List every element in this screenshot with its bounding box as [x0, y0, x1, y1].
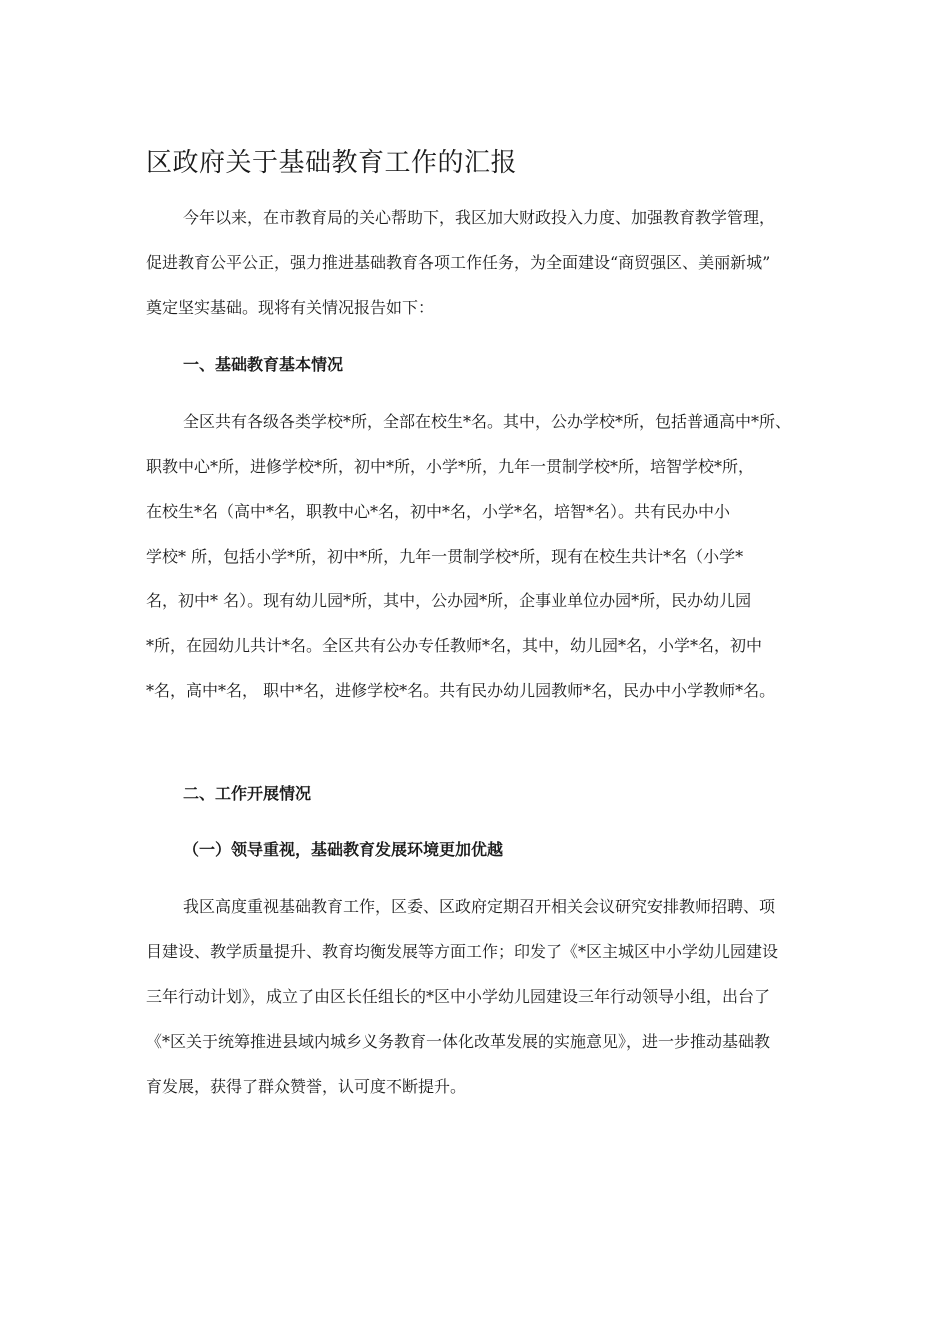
- intro-line: 促进教育公平公正，强力推进基础教育各项工作任务，为全面建设“商贸强区、美丽新城”: [146, 253, 771, 272]
- section1-line: 全区共有各级各类学校*所，全部在校生*名。其中，公办学校*所，包括普通高中*所、: [183, 412, 792, 431]
- document-title: 区政府关于基础教育工作的汇报: [146, 148, 518, 178]
- subsection1-line: 《*区关于统筹推进县域内城乡义务教育一体化改革发展的实施意见》，进一步推动基础教: [146, 1032, 771, 1051]
- subsection1-line: 我区高度重视基础教育工作，区委、区政府定期召开相关会议研究安排教师招聘、项: [183, 897, 776, 916]
- section1-line: 职教中心*所，进修学校*所，初中*所，小学*所，九年一贯制学校*所，培智学校*所，: [146, 457, 755, 476]
- section1-line: *名，高中*名， 职中*名，进修学校*名。共有民办幼儿园教师*名，民办中小学教师*名。: [146, 681, 776, 700]
- subsection1-heading: （一）领导重视，基础教育发展环境更加优越: [183, 840, 504, 859]
- section1-line: 在校生*名（高中*名，职教中心*名，初中*名，小学*名，培智*名）。共有民办中小: [146, 502, 731, 521]
- subsection1-line: 目建设、教学质量提升、教育均衡发展等方面工作；印发了《*区主城区中小学幼儿园建设: [146, 942, 779, 961]
- subsection1-line: 三年行动计划》，成立了由区长任组长的*区中小学幼儿园建设三年行动领导小组，出台了: [146, 987, 771, 1006]
- intro-line: 奠定坚实基础。现将有关情况报告如下：: [146, 298, 435, 317]
- section1-line: 学校* 所，包括小学*所，初中*所，九年一贯制学校*所，现有在校生共计*名（小学*: [146, 547, 744, 566]
- section2-heading: 二、工作开展情况: [183, 784, 312, 803]
- subsection1-line: 育发展，获得了群众赞誉，认可度不断提升。: [146, 1077, 467, 1096]
- section1-line: 名，初中* 名）。现有幼儿园*所，其中，公办园*所，企事业单位办园*所，民办幼儿园: [146, 591, 752, 610]
- section1-heading: 一、基础教育基本情况: [183, 355, 344, 374]
- intro-line: 今年以来，在市教育局的关心帮助下，我区加大财政投入力度、加强教育教学管理，: [183, 208, 776, 227]
- section1-line: *所，在园幼儿共计*名。全区共有公办专任教师*名，其中，幼儿园*名，小学*名，初中: [146, 636, 763, 655]
